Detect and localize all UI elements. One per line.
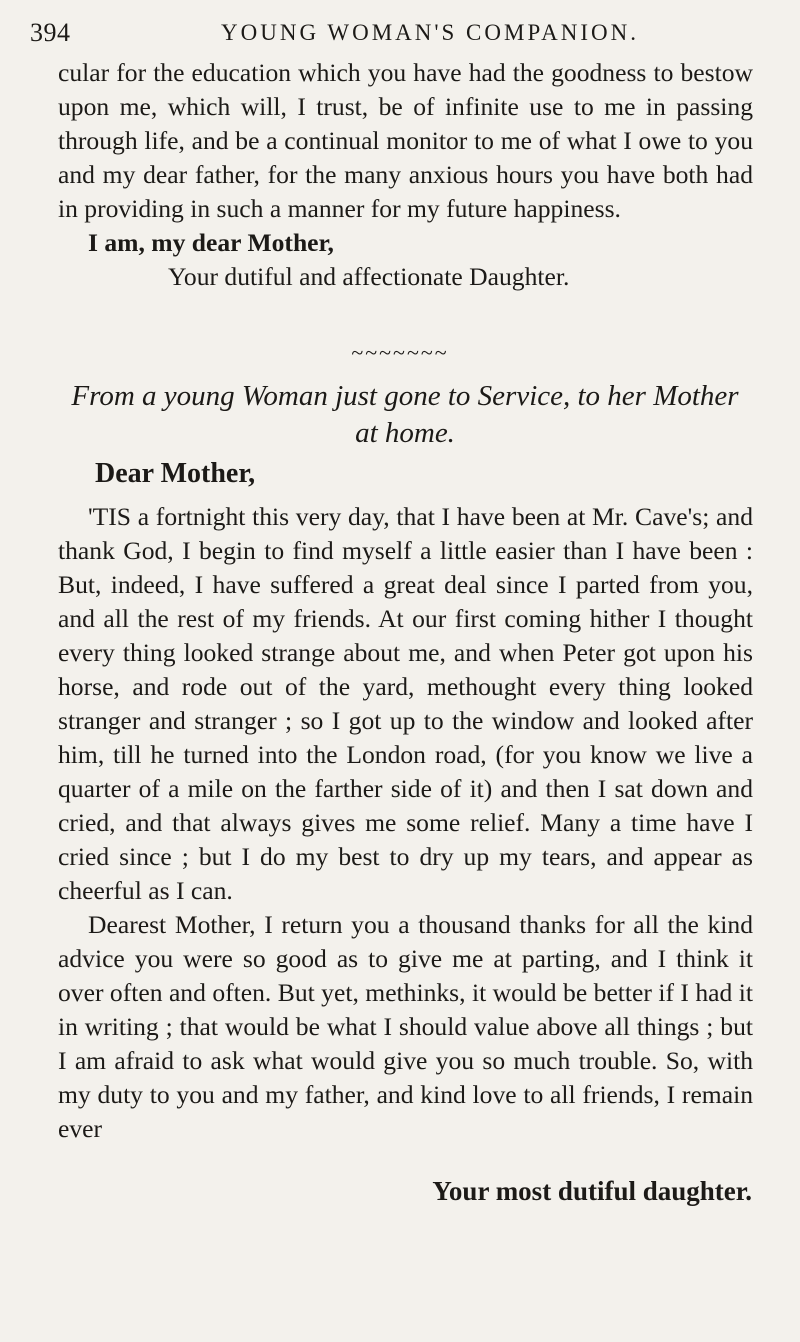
page-header bbox=[30, 18, 770, 52]
letter-signoff: Your most dutiful daughter. bbox=[432, 1176, 752, 1206]
previous-letter-ending bbox=[58, 56, 753, 294]
letter-salutation: Dear Mother, bbox=[95, 458, 256, 489]
letter-paragraph-1: 'TIS a fortnight this very day, that I have been at Mr. Cave's; and thank God, I begin to find myself a little easier than I have been : But, indeed, I have suffered a great deal since I parted from you, and all the rest of my friends. At our first coming hither I thought every thing looked strange about me, and when Peter got upon his horse, and rode out of the yard, methought every thing looked stranger and stranger ; so I got up to the window and looked after him, till he turned into the London road, (for you know we live a quarter of a mile on the farther side of it) and then I sat down and cried, and that always gives me some relief. Many a time have I cried since ; but I do my best to dry up my tears, and appear as cheerful as I can. bbox=[58, 502, 753, 905]
page-number: 394 bbox=[30, 18, 71, 47]
running-title: YOUNG WOMAN'S COMPANION. bbox=[221, 20, 639, 45]
letter-heading: From a young Woman just gone to Service, to her Mother at home. bbox=[71, 380, 739, 449]
closing-signature: Your dutiful and affectionate Daughter. bbox=[168, 262, 570, 291]
ornament-divider: ~~~~~~~ bbox=[351, 340, 449, 365]
letter-paragraph-2: Dearest Mother, I return you a thousand thanks for all the kind advice you were so good as to give me at parting, and I think it over often and often. But yet, methinks, it would be better if I had it in writing ; that would be what I should value above all things ; but I am afraid to ask what would give you so much trouble. So, with my duty to you and my father, and kind love to all friends, I remain ever bbox=[58, 910, 753, 1143]
previous-letter-text: cular for the education which you have had the goodness to bestow upon me, which will, I trust, be of infinite use to me in passing through life, and be a continual monitor to me of what I owe to you and my dear father, for the many anxious hours you have both had in providing in such a manner for my future happiness. bbox=[58, 58, 753, 223]
closing-greeting: I am, my dear Mother, bbox=[88, 228, 334, 257]
letter-body bbox=[58, 500, 753, 1146]
